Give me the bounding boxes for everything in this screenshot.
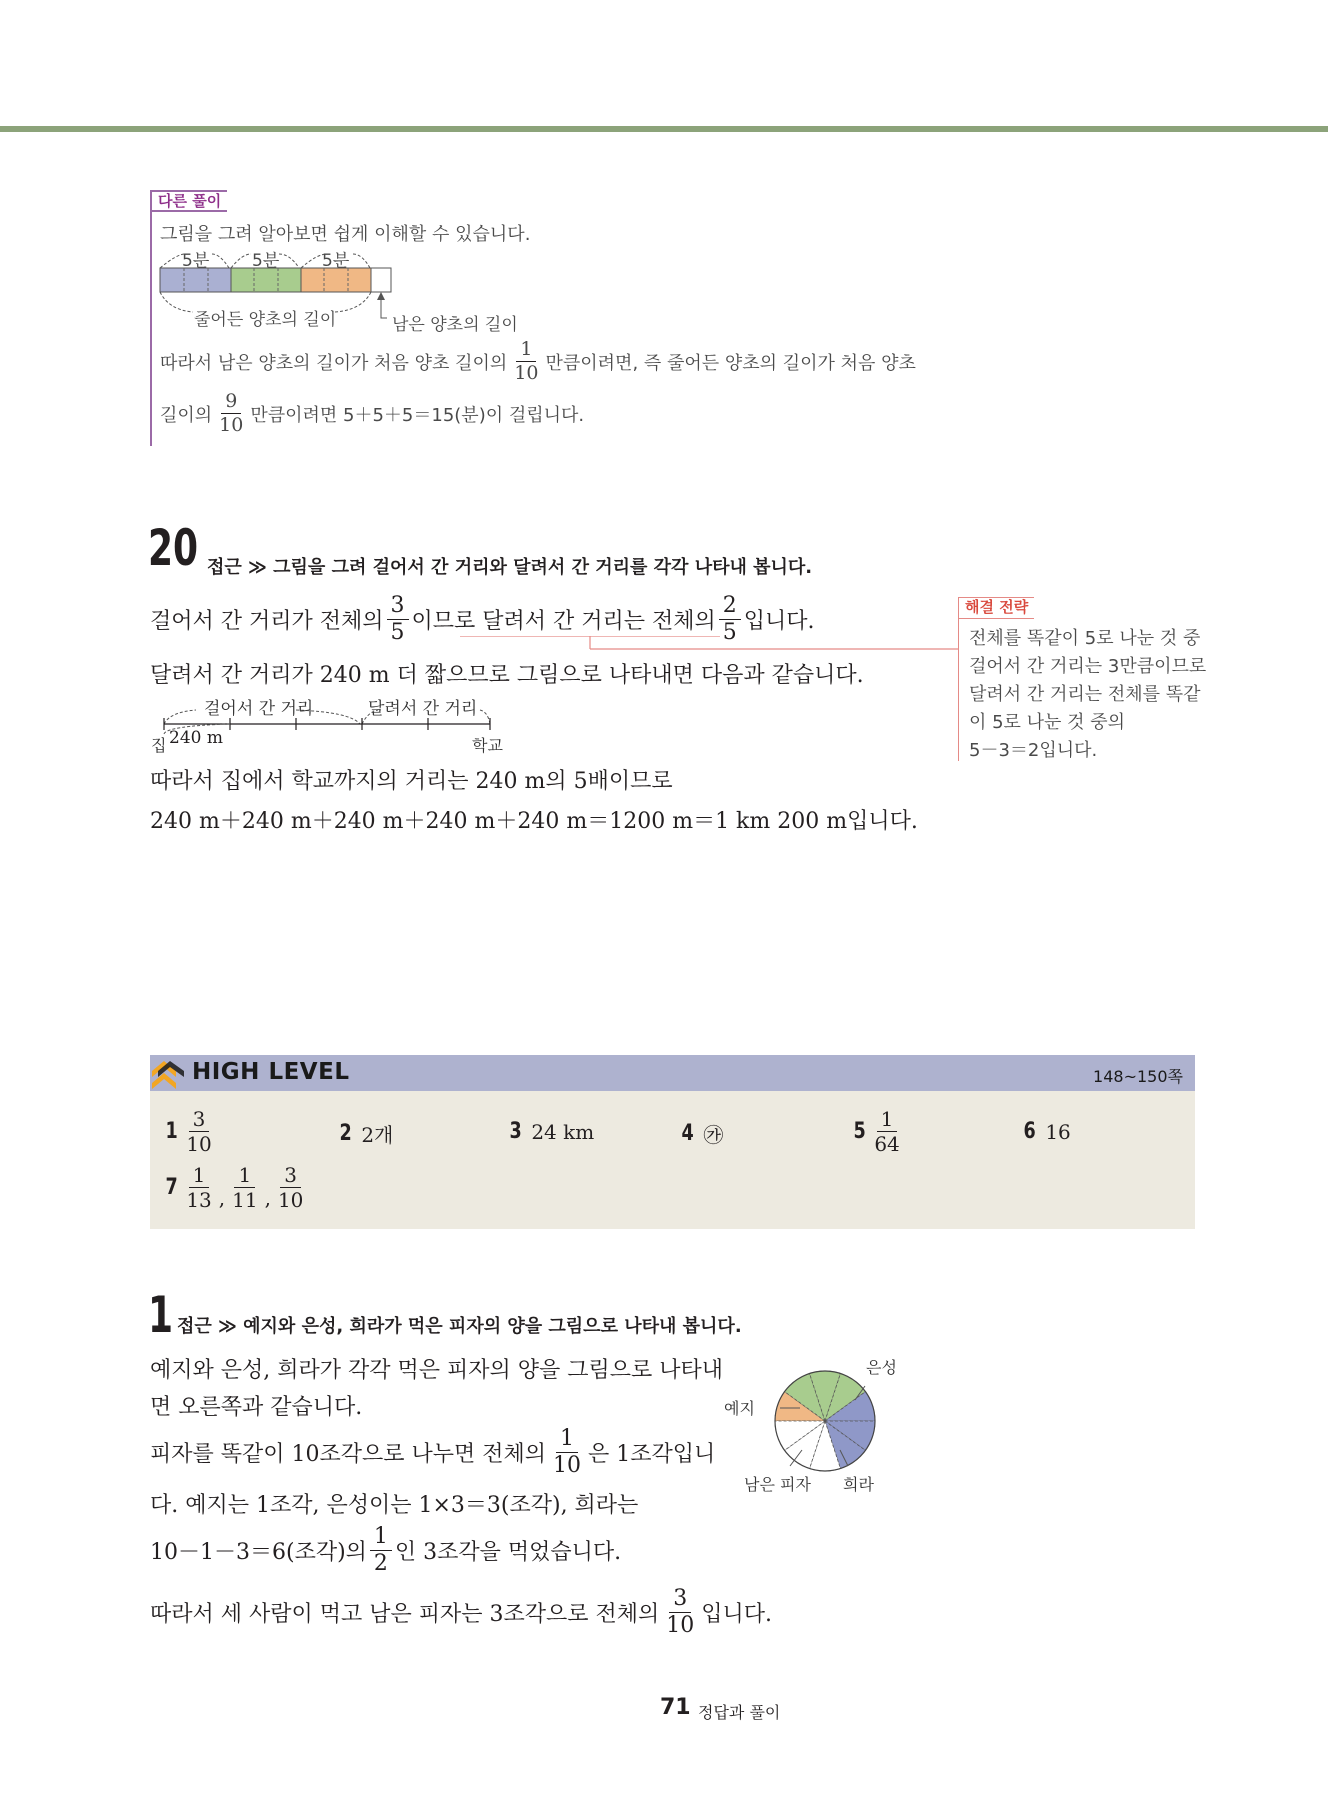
frac-num: 9 — [221, 392, 241, 414]
frac-num: 3 — [189, 1109, 210, 1132]
alt-solution-line2 — [160, 340, 916, 383]
answer-number: 6 — [1023, 1119, 1036, 1144]
problem-1-line4: 다. 예지는 1조각, 은성이는 1×3＝3(조각), 희라는 — [150, 1493, 639, 1518]
answer-value: 24 km — [531, 1119, 595, 1144]
page-number: 71 — [660, 1695, 691, 1720]
frac-den: 2 — [373, 1551, 388, 1576]
answer-2 — [338, 1119, 393, 1148]
answer-fraction — [228, 1165, 261, 1210]
p1-line6-a: 따라서 세 사람이 먹고 남은 피자는 3조각으로 전체의 — [150, 1602, 660, 1627]
line2-post: 만큼이려면, 즉 줄어든 양초의 길이가 처음 양초 — [545, 352, 916, 374]
label-reduced-length: 줄어든 양초의 길이 — [194, 310, 337, 330]
frac-num: 1 — [234, 1165, 255, 1188]
frac-num: 1 — [556, 1428, 578, 1453]
frac-num: 3 — [280, 1165, 301, 1188]
pie-label-yeji: 예지 — [724, 1399, 755, 1418]
frac-den: 64 — [874, 1132, 900, 1156]
frac-den: 10 — [219, 414, 244, 436]
strategy-line-4: 이 5로 나눈 것 중의 — [969, 712, 1126, 733]
p20-line1-a: 걸어서 간 거리가 전체의 — [150, 609, 384, 634]
answer-number: 3 — [509, 1119, 522, 1144]
high-level-pages: 148~150쪽 — [1093, 1067, 1183, 1086]
problem-1-line3 — [150, 1428, 715, 1477]
pie-label-eunseong: 은성 — [866, 1358, 897, 1377]
frac-den: 11 — [232, 1188, 258, 1212]
fraction-3-10 — [662, 1588, 698, 1637]
seg-label-3: 5분 — [322, 251, 350, 271]
alt-solution-tag: 다른 풀이 — [152, 190, 227, 212]
line3-post: 만큼이려면 5＋5＋5＝15(분)이 걸립니다. — [250, 404, 585, 426]
answer-value: 16 — [1045, 1119, 1071, 1144]
seg-label-2: 5분 — [252, 251, 280, 271]
frac-den: 5 — [390, 620, 405, 645]
line3-pre: 길이의 — [160, 404, 213, 426]
strategy-line-1: 전체를 똑같이 5로 나눈 것 중 — [969, 628, 1201, 649]
strategy-box — [958, 597, 1207, 761]
problem-1-approach: 접근 ≫ 예지와 은성, 희라가 먹은 피자의 양을 그림으로 나타내 봅니다. — [177, 1316, 742, 1337]
label-walk-distance: 걸어서 간 거리 — [204, 699, 314, 719]
line2-pre: 따라서 남은 양초의 길이가 처음 양초 길이의 — [160, 352, 508, 374]
answer-1 — [164, 1109, 219, 1154]
p20-line1-b: 이므로 달려서 간 거리는 전체의 — [411, 609, 716, 634]
answer-number: 2 — [339, 1121, 352, 1146]
problem-20-line3: 따라서 집에서 학교까지의 거리는 240 m의 5배이므로 — [150, 769, 673, 794]
frac-num: 1 — [370, 1526, 392, 1551]
p1-line6-b: 입니다. — [701, 1602, 772, 1627]
problem-1-number: 1 — [148, 1286, 174, 1344]
chevron-up-icon — [150, 1055, 186, 1091]
answer-value: ㉮ — [703, 1123, 724, 1147]
alt-solution-line1: 그림을 그려 알아보면 쉽게 이해할 수 있습니다. — [160, 224, 531, 245]
answer-fraction — [182, 1165, 215, 1210]
answer-5 — [852, 1109, 907, 1154]
label-school: 학교 — [472, 736, 503, 755]
frac-den: 10 — [553, 1453, 581, 1478]
answer-number: 5 — [853, 1119, 866, 1144]
frac-den: 10 — [514, 362, 539, 384]
frac-den: 13 — [186, 1188, 212, 1212]
answer-4 — [680, 1119, 723, 1148]
frac-den: 10 — [186, 1132, 212, 1156]
p1-line3-b: 은 1조각입니 — [588, 1442, 716, 1467]
fraction-1-2 — [370, 1526, 392, 1575]
problem-20-number: 20 — [148, 519, 199, 577]
frac-num: 1 — [189, 1165, 210, 1188]
seg-label-1: 5분 — [182, 251, 210, 271]
answer-fraction — [182, 1109, 215, 1154]
candle-seg-2 — [231, 268, 301, 292]
answer-7: 7 $\frac{1}{13}$ , $\frac{1}{11}$ , $\frac{3}{10}$ — [164, 1165, 310, 1210]
alt-solution-box — [150, 190, 916, 446]
problem-1-line2: 면 오른쪽과 같습니다. — [150, 1395, 363, 1420]
high-level-header — [150, 1055, 1195, 1091]
frac-num: 2 — [719, 595, 741, 620]
candle-seg-1 — [160, 268, 231, 292]
answer-number: 7 — [165, 1175, 178, 1200]
pie-label-leftover: 남은 피자 — [744, 1475, 811, 1494]
p1-line5-b: 인 3조각을 먹었습니다. — [394, 1540, 622, 1565]
frac-num: 3 — [387, 595, 409, 620]
problem-20-line4: 240 m＋240 m＋240 m＋240 m＋240 m＝1200 m＝1 km 200 m입니다. — [150, 809, 918, 834]
p20-line1-c: 입니다. — [743, 609, 815, 634]
strategy-line-3: 달려서 간 거리는 전체를 똑같 — [969, 684, 1201, 705]
answer-fraction — [870, 1109, 903, 1154]
p1-line5-a: 10－1－3＝6(조각)의 — [150, 1540, 367, 1565]
top-rule — [0, 126, 1328, 132]
strategy-tag: 해결 전략 — [959, 597, 1034, 619]
fraction-1-10 — [510, 340, 542, 383]
problem-1-line5 — [150, 1526, 621, 1575]
footer-label: 정답과 풀이 — [698, 1703, 781, 1722]
pie-label-heera: 희라 — [843, 1475, 874, 1494]
alt-solution-line3 — [160, 392, 584, 435]
answer-value: 2개 — [361, 1123, 394, 1147]
label-run-distance: 달려서 간 거리 — [368, 699, 478, 719]
candle-seg-3 — [301, 268, 371, 292]
high-level-answers — [150, 1091, 1195, 1229]
answer-6 — [1022, 1119, 1071, 1144]
problem-20-line2: 달려서 간 거리가 240 m 더 짧으므로 그림으로 나타내면 다음과 같습니다. — [150, 663, 864, 688]
frac-num: 1 — [516, 340, 536, 362]
problem-1-line6 — [150, 1588, 772, 1637]
frac-den: 5 — [722, 620, 737, 645]
problem-1-line1: 예지와 은성, 희라가 각각 먹은 피자의 양을 그림으로 나타내 — [150, 1358, 723, 1383]
strategy-line-2: 걸어서 간 거리는 3만큼이므로 — [969, 656, 1207, 677]
frac-den: 10 — [277, 1188, 304, 1212]
label-240m: 240 m — [169, 728, 223, 748]
label-remaining-length: 남은 양초의 길이 — [392, 315, 518, 335]
fraction-1-10 — [549, 1428, 585, 1477]
label-home: 집 — [151, 736, 167, 755]
answer-number: 4 — [681, 1121, 694, 1146]
p1-line3-a: 피자를 똑같이 10조각으로 나누면 전체의 — [150, 1442, 546, 1467]
high-level-title: HIGH LEVEL — [192, 1059, 350, 1085]
answer-fraction — [274, 1165, 307, 1210]
fraction-3-5 — [387, 595, 409, 644]
candle-seg-remaining — [371, 268, 391, 292]
answer-3 — [508, 1119, 594, 1144]
answer-number: 1 — [165, 1119, 178, 1144]
frac-num: 1 — [877, 1109, 898, 1132]
fraction-9-10 — [215, 392, 247, 435]
strategy-text — [969, 625, 1206, 765]
frac-num: 3 — [669, 1588, 691, 1613]
problem-20-approach: 접근 ≫ 그림을 그려 걸어서 간 거리와 달려서 간 거리를 각각 나타내 봅니다. — [207, 557, 813, 578]
frac-den: 10 — [666, 1613, 695, 1638]
strategy-connector — [460, 636, 960, 656]
strategy-line-5: 5－3＝2입니다. — [969, 740, 1098, 761]
